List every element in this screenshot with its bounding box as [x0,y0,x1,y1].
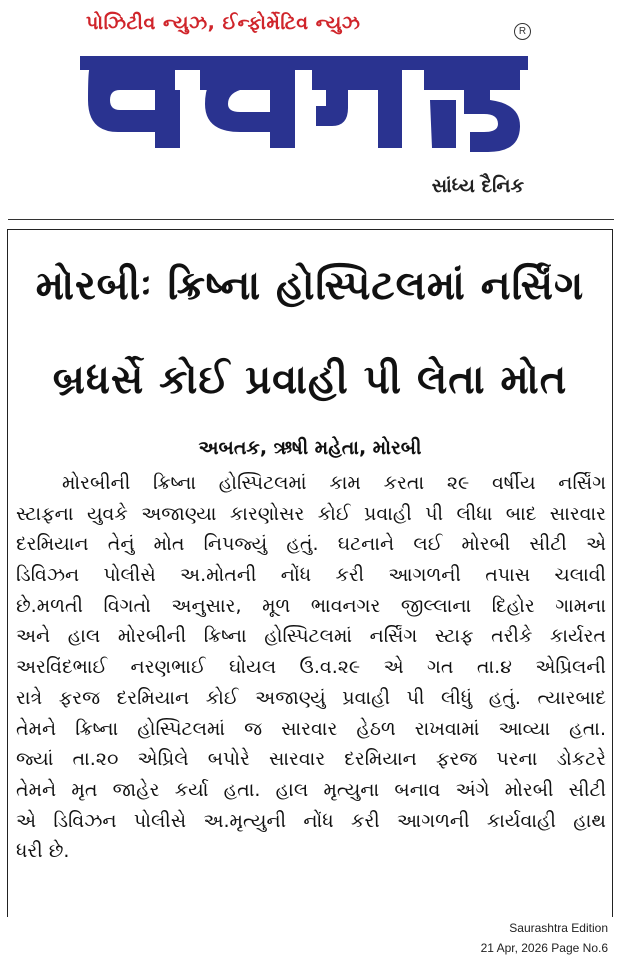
body-line: ધરી છે. [16,840,70,863]
logo-text: અબતક [80,28,84,29]
edition-label: Saurashtra Edition [509,921,608,935]
masthead-subtitle: સાંધ્ય દૈનિક [431,175,524,197]
body-line: એ ડિવિઝન પોલીસે અ.મૃત્યુની નોંધ કરી આગળની કાર્યવાહી હાથ [16,809,606,832]
headline-line-2: બ્રધર્સે કોઈ પ્રવાહી પી લેતા મોત [52,357,568,403]
registered-mark: R [514,23,531,40]
body-line: છે.મળતી વિગતો અનુસાર, મૂળ ભાવનગર જીલ્લાના દિહોર ગામના [16,594,606,617]
masthead-divider [8,219,614,220]
abtak-logo [80,28,530,178]
body-line: અને હાલ મોરબીની ક્રિષ્ના હોસ્પિટલમાં નર્સિંગ સ્ટાફ તરીકે કાર્યરત [16,625,606,648]
body-line: તેમને મૃત જાહેર કર્યા હતા. હાલ મૃત્યુના બનાવ અંગે મોરબી સીટી [16,778,606,801]
body-line: મોરબીની ક્રિષ્ના હોસ્પિટલમાં કામ કરતા ૨૯ વર્ષીય નર્સિંગ [62,472,606,494]
body-line: રાત્રે ફરજ દરમિયાન કોઈ અજાણ્યું પ્રવાહી પી લીધું હતું. ત્યારબાદ [16,686,606,709]
body-line: અરવિંદભાઈ નરણભાઈ ઘોયલ ઉ.વ.૨૯ એ ગત તા.૪ એપ્રિલની [16,656,606,679]
body-line: સ્ટાફના યુવકે અજાણ્યા કારણોસર કોઈ પ્રવાહી પી લીધા બાદ સારવાર [16,502,606,525]
article-body [16,468,606,867]
masthead-tagline: પોઝિટીવ ન્યુઝ, ઈન્ફોર્મેટિવ ન્યુઝ [86,12,361,34]
article-byline: અબતક, ઋષી મહેતા, મોરબી [198,437,422,459]
masthead [0,0,620,215]
headline-line-1: મોરબીઃ ક્રિષ્ના હોસ્પિટલમાં નર્સિંગ [35,263,585,309]
body-line: ડિવિઝન પોલીસે અ.મોતની નોંધ કરી આગળની તપાસ ચલાવી [16,564,606,587]
page-info: 21 Apr, 2026 Page No.6 [480,941,608,955]
body-line: દરમિયાન તેનું મોત નિપજ્યું હતું. ઘટનાને લઈ મોરબી સીટી એ [16,533,606,556]
body-line: તેમને ક્રિષ્ના હોસ્પિટલમાં જ સારવાર હેઠળ રાખવામાં આવ્યા હતા. [16,717,606,740]
body-line: જ્યાં તા.૨૦ એપ્રિલે બપોરે સારવાર દરમિયાન ફરજ પરના ડોકટરે [16,748,606,771]
